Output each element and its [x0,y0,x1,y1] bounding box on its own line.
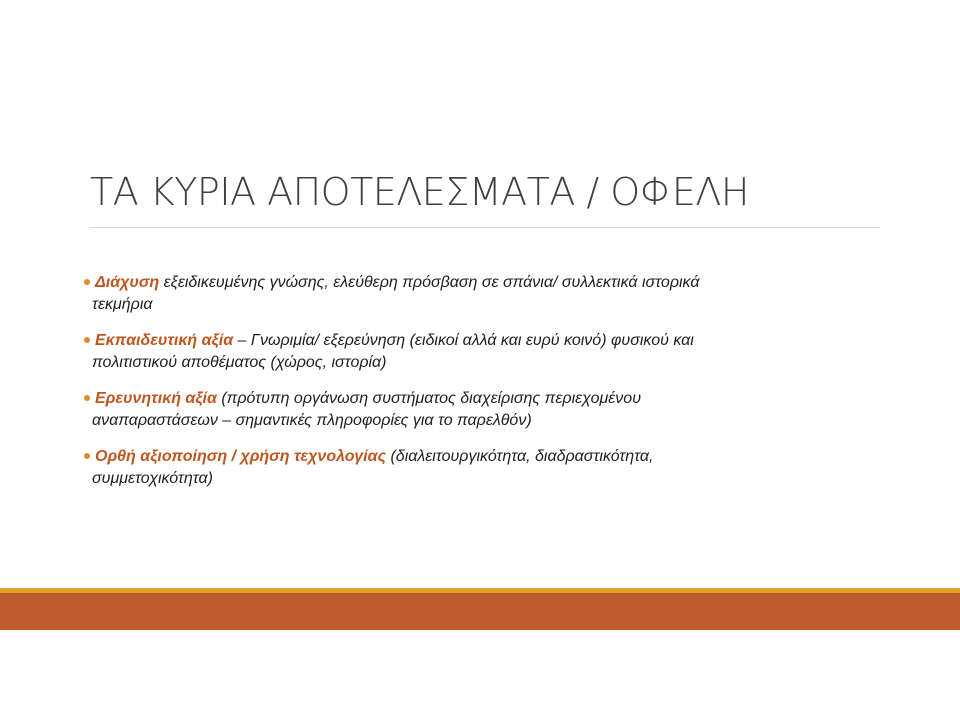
bullet-text-continued: πολιτιστικού αποθέματος (χώρος, ιστορία) [92,354,387,371]
slide-title: ΤΑ ΚΥΡΙΑ ΑΠΟΤΕΛΕΣΜΑΤΑ / ΟΦΕΛΗ [90,170,749,214]
bullet-dot-icon [84,279,90,285]
bullet-item-erevnitiki [84,388,844,432]
bullet-dot-icon [84,337,90,343]
bullet-lead: Εκπαιδευτική αξία [95,332,234,349]
title-divider [90,227,880,228]
bullet-dot-icon [84,395,90,401]
bullet-item-diachysi [84,272,844,316]
bullet-text: – Γνωριμία/ εξερεύνηση (ειδικοί αλλά και ευρύ κοινό) φυσικού και [233,332,694,349]
bullet-text: (πρότυπη οργάνωση συστήματος διαχείρισης περιεχομένου [216,390,641,407]
bullet-text: (διαλειτουργικότητα, διαδραστικότητα, [386,448,654,465]
footer-band [0,593,960,630]
bullet-lead: Ερευνητική αξία [95,390,217,407]
bullet-text-continued: αναπαραστάσεων – σημαντικές πληροφορίες για το παρελθόν) [92,412,532,429]
bullet-lead: Ορθή αξιοποίηση / χρήση τεχνολογίας [95,448,387,465]
bullet-dot-icon [84,453,90,459]
bullet-text: εξειδικευμένης γνώσης, ελεύθερη πρόσβαση σε σπάνια/ συλλεκτικά ιστορικά [159,274,700,291]
bullet-text-continued: συμμετοχικότητα) [92,470,213,487]
bullet-list [84,272,844,504]
bullet-text-continued: τεκμήρια [92,296,153,313]
bullet-item-orthi-axiopoiisi [84,446,844,490]
bullet-lead: Διάχυση [95,274,160,291]
bullet-item-ekpaideftiki [84,330,844,374]
